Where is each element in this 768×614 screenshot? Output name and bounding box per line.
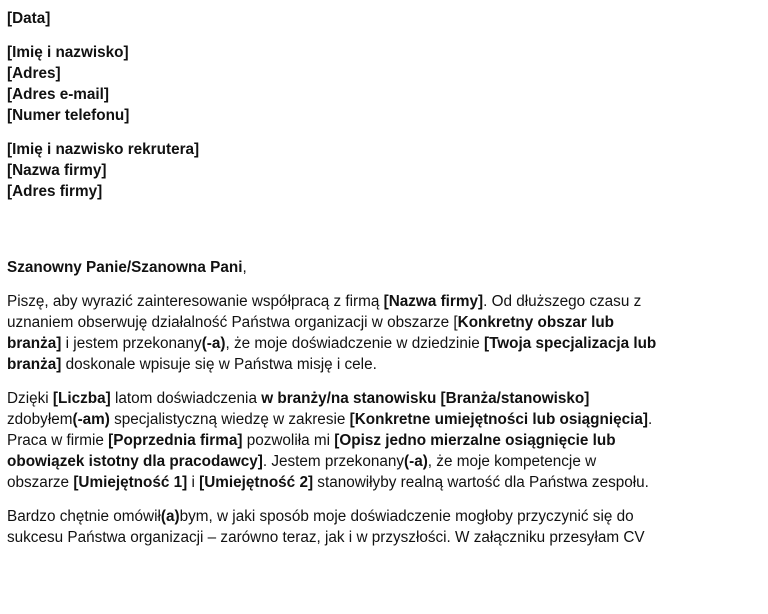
p2-skill2-placeholder: [Umiejętność 2]	[199, 474, 314, 491]
p2-text: obszarze	[7, 474, 74, 491]
p2-skills-placeholder: [Konkretne umiejętności lub osiągnięcia]	[349, 411, 648, 428]
paragraph-3	[7, 506, 764, 548]
p1-company-placeholder: [Nazwa firmy]	[383, 293, 484, 310]
p2-text: latom doświadczenia	[110, 390, 262, 407]
p2-industry-placeholder: w branży/na stanowisku [Branża/stanowisko]	[261, 390, 590, 407]
p1-text: i jestem przekonany	[61, 335, 202, 352]
p2-previous-company-placeholder: [Poprzednia firma]	[108, 432, 243, 449]
p1-gender-suffix: (-a)	[201, 335, 226, 352]
p3-text: Bardzo chętnie omówił	[7, 508, 161, 525]
recipient-block	[7, 139, 764, 202]
p2-text: , że moje kompetencje w	[427, 453, 597, 470]
sender-email: [Adres e-mail]	[7, 86, 110, 103]
p1-text: Piszę, aby wyrazić zainteresowanie współpracą z firmą	[7, 293, 384, 310]
p2-years-placeholder: [Liczba]	[52, 390, 111, 407]
p2-text: i	[187, 474, 200, 491]
p1-text: doskonale wpisuje się w Państwa misję i cele.	[61, 356, 377, 373]
p2-text: . Jestem przekonany	[262, 453, 404, 470]
sender-phone: [Numer telefonu]	[7, 107, 130, 124]
p1-text: . Od dłuższego czasu z	[483, 293, 642, 310]
p2-text: pozwoliła mi	[242, 432, 335, 449]
paragraph-1	[7, 291, 764, 375]
p3-gender-suffix: (a)	[160, 508, 180, 525]
p2-text: stanowiłyby realną wartość dla Państwa zespołu.	[313, 474, 649, 491]
p2-achievement-placeholder: obowiązek istotny dla pracodawcy]	[7, 453, 263, 470]
p2-gender-suffix: (-a)	[404, 453, 428, 470]
recipient-company: [Nazwa firmy]	[7, 162, 107, 179]
salutation-text: Szanowny Panie/Szanowna Pani	[7, 259, 243, 276]
date-block	[7, 0, 764, 29]
p1-area-placeholder: branża]	[7, 335, 62, 352]
p2-text: Dzięki	[7, 390, 53, 407]
p2-text: specjalistyczną wiedzę w zakresie	[109, 411, 350, 428]
salutation	[7, 257, 764, 278]
recipient-recruiter: [Imię i nazwisko rekrutera]	[7, 141, 200, 158]
p3-text: sukcesu Państwa organizacji – zarówno teraz, jak i w przyszłości. W załączniku przesyłam CV	[7, 529, 645, 546]
p1-area-placeholder: Konkretny obszar lub	[457, 314, 615, 331]
date-placeholder: [Data]	[7, 10, 51, 27]
p2-skill1-placeholder: [Umiejętność 1]	[73, 474, 188, 491]
letter-page	[7, 0, 764, 548]
salutation-comma: ,	[242, 259, 247, 276]
p2-text: zdobyłem	[7, 411, 73, 428]
p2-text: .	[647, 411, 653, 428]
sender-name: [Imię i nazwisko]	[7, 44, 129, 61]
sender-address: [Adres]	[7, 65, 61, 82]
paragraph-2	[7, 388, 764, 493]
recipient-company-address: [Adres firmy]	[7, 183, 103, 200]
p1-specialization-placeholder: branża]	[7, 356, 62, 373]
p2-achievement-placeholder: [Opisz jedno mierzalne osiągnięcie lub	[334, 432, 616, 449]
p1-text: uznaniem obserwuję działalność Państwa organizacji w obszarze [	[7, 314, 458, 331]
p2-text: Praca w firmie	[7, 432, 109, 449]
p1-specialization-placeholder: [Twoja specjalizacja lub	[483, 335, 657, 352]
sender-block	[7, 42, 764, 126]
p3-text: bym, w jaki sposób moje doświadczenie mogłoby przyczynić się do	[179, 508, 634, 525]
p1-text: , że moje doświadczenie w dziedzinie	[225, 335, 484, 352]
p2-gender-suffix: (-am)	[72, 411, 110, 428]
